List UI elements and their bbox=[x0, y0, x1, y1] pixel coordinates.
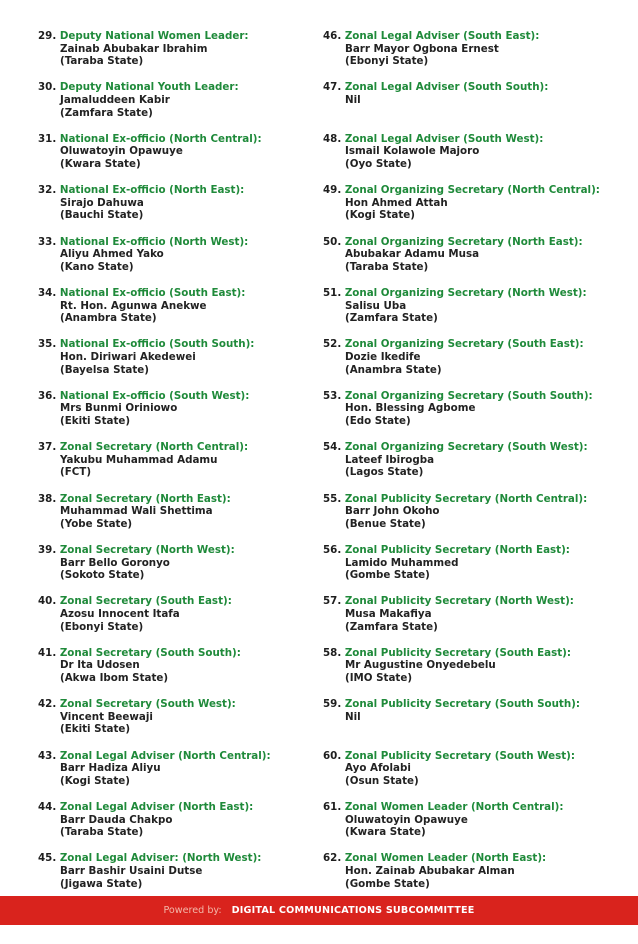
list-item bbox=[38, 801, 318, 839]
entry-number: 30. bbox=[38, 81, 57, 94]
list-item bbox=[38, 30, 318, 68]
entry-heading bbox=[38, 544, 318, 557]
entry-office-title: Zonal Legal Adviser (South East): bbox=[344, 30, 540, 42]
entry-state: (Edo State) bbox=[345, 414, 411, 427]
entry-state: (Oyo State) bbox=[345, 157, 412, 170]
entry-number: 53. bbox=[323, 389, 342, 402]
entry-number: 60. bbox=[323, 749, 342, 762]
list-item bbox=[323, 698, 623, 723]
entry-office-title: Zonal Secretary (South South): bbox=[59, 646, 241, 659]
entry-name: Hon. Blessing Agbome bbox=[345, 402, 476, 415]
list-item bbox=[323, 236, 623, 274]
entry-office-title: Zonal Publicity Secretary (South South): bbox=[344, 698, 581, 711]
entry-name: Oluwatoyin Opawuye bbox=[345, 813, 468, 826]
list-item bbox=[323, 852, 623, 890]
entry-office-title: Zonal Secretary (North Central): bbox=[59, 441, 249, 454]
entry-state: (FCT) bbox=[60, 466, 92, 479]
entry-heading bbox=[323, 236, 623, 249]
list-item bbox=[38, 184, 318, 222]
entry-office-title: National Ex-officio (North West): bbox=[59, 235, 249, 248]
entry-number: 48. bbox=[323, 132, 342, 145]
entry-heading bbox=[38, 441, 318, 454]
list-item bbox=[38, 441, 318, 479]
entry-heading bbox=[323, 750, 623, 763]
list-item bbox=[38, 852, 318, 890]
entry-number: 47. bbox=[323, 81, 342, 94]
entry-heading bbox=[38, 184, 318, 197]
entry-name: Nil bbox=[345, 93, 361, 106]
entry-state: (Taraba State) bbox=[60, 826, 144, 839]
entry-state: (Yobe State) bbox=[60, 517, 133, 530]
entry-state: (Bayelsa State) bbox=[60, 363, 149, 376]
entry-name: Hon. Zainab Abubakar Alman bbox=[345, 864, 515, 877]
entry-heading bbox=[38, 30, 318, 43]
entry-name: Musa Makafiya bbox=[345, 607, 432, 620]
list-item bbox=[38, 544, 318, 582]
entry-number: 38. bbox=[38, 492, 57, 505]
entry-office-title: Zonal Women Leader (North East): bbox=[344, 852, 547, 865]
entry-number: 33. bbox=[38, 235, 57, 248]
entry-heading bbox=[38, 390, 318, 403]
entry-office-title: Zonal Publicity Secretary (North East): bbox=[344, 544, 570, 556]
entry-state: (Benue State) bbox=[345, 517, 426, 530]
entry-heading bbox=[38, 287, 318, 300]
entry-state: (Lagos State) bbox=[345, 466, 424, 479]
list-item bbox=[38, 81, 318, 119]
entry-number: 59. bbox=[323, 698, 342, 711]
entry-state: (Taraba State) bbox=[345, 260, 429, 273]
entry-office-title: Zonal Organizing Secretary (North West): bbox=[344, 287, 587, 299]
entry-heading bbox=[323, 390, 623, 403]
entry-heading bbox=[38, 81, 318, 94]
entry-number: 35. bbox=[38, 338, 57, 351]
entry-number: 50. bbox=[323, 235, 342, 248]
entry-heading bbox=[38, 595, 318, 608]
entry-name: Rt. Hon. Agunwa Anekwe bbox=[60, 299, 207, 312]
entry-office-title: National Ex-officio (North East): bbox=[59, 184, 245, 197]
entry-name: Mr Augustine Onyedebelu bbox=[345, 659, 496, 672]
list-item bbox=[323, 595, 623, 633]
entry-office-title: Zonal Organizing Secretary (South West): bbox=[344, 441, 588, 454]
entry-office-title: Zonal Publicity Secretary (South West): bbox=[344, 749, 575, 762]
entry-number: 46. bbox=[323, 30, 342, 42]
entry-name: Barr John Okoho bbox=[345, 505, 440, 518]
entry-state: (Ekiti State) bbox=[60, 414, 131, 427]
list-item bbox=[323, 338, 623, 376]
entry-heading bbox=[323, 184, 623, 197]
entry-number: 43. bbox=[38, 749, 57, 762]
entry-number: 56. bbox=[323, 544, 342, 556]
entry-office-title: National Ex-officio (South South): bbox=[59, 338, 255, 351]
entry-name: Barr Hadiza Aliyu bbox=[60, 762, 161, 775]
powered-by-label: Powered by: bbox=[163, 905, 222, 916]
list-item bbox=[323, 133, 623, 171]
list-item bbox=[38, 338, 318, 376]
entry-office-title: Zonal Legal Adviser: (North West): bbox=[59, 852, 262, 865]
entry-name: Salisu Uba bbox=[345, 299, 407, 312]
entry-office-title: Zonal Legal Adviser (North East): bbox=[59, 801, 254, 813]
entry-number: 62. bbox=[323, 852, 342, 865]
entry-number: 61. bbox=[323, 801, 342, 813]
entry-heading bbox=[38, 698, 318, 711]
entry-name: Vincent Beewaji bbox=[60, 710, 153, 723]
entry-heading bbox=[323, 338, 623, 351]
entry-number: 54. bbox=[323, 441, 342, 454]
entry-name: Muhammad Wali Shettima bbox=[60, 505, 213, 518]
entry-state: (Kogi State) bbox=[345, 209, 415, 222]
entry-office-title: Zonal Secretary (North West): bbox=[59, 544, 235, 556]
entry-office-title: Zonal Organizing Secretary (South South): bbox=[344, 389, 593, 402]
entry-heading bbox=[323, 441, 623, 454]
entry-office-title: Zonal Organizing Secretary (North East): bbox=[344, 235, 583, 248]
entry-name: Azosu Innocent Itafa bbox=[60, 607, 180, 620]
list-item bbox=[323, 30, 623, 68]
entry-state: (Zamfara State) bbox=[60, 106, 153, 119]
entry-state: (Ebonyi State) bbox=[345, 55, 429, 68]
entry-name: Ismail Kolawole Majoro bbox=[345, 145, 480, 158]
entry-name: Barr Dauda Chakpo bbox=[60, 813, 173, 826]
entry-office-title: Zonal Publicity Secretary (South East): bbox=[344, 646, 571, 659]
entry-number: 55. bbox=[323, 492, 342, 505]
entry-heading bbox=[38, 236, 318, 249]
entry-office-title: Zonal Publicity Secretary (North West): bbox=[344, 595, 574, 608]
entry-state: (Taraba State) bbox=[60, 55, 144, 68]
entry-name: Dr Ita Udosen bbox=[60, 659, 140, 672]
entry-number: 39. bbox=[38, 544, 57, 556]
entry-name: Zainab Abubakar Ibrahim bbox=[60, 42, 208, 55]
entry-office-title: National Ex-officio (North Central): bbox=[59, 132, 262, 145]
entry-state: (Zamfara State) bbox=[345, 312, 438, 325]
entry-state: (Kwara State) bbox=[345, 826, 426, 839]
list-item bbox=[323, 441, 623, 479]
entry-heading bbox=[38, 852, 318, 865]
entry-name: Barr Bashir Usaini Dutse bbox=[60, 864, 203, 877]
entry-heading bbox=[323, 133, 623, 146]
entry-heading bbox=[323, 30, 623, 43]
entry-state: (IMO State) bbox=[345, 671, 413, 684]
entry-number: 41. bbox=[38, 646, 57, 659]
entry-heading bbox=[38, 133, 318, 146]
list-item bbox=[323, 493, 623, 531]
entry-name: Yakubu Muhammad Adamu bbox=[60, 453, 218, 466]
entry-name: Barr Bello Goronyo bbox=[60, 556, 170, 569]
list-item bbox=[323, 184, 623, 222]
entry-state: (Ekiti State) bbox=[60, 723, 131, 736]
entry-state: (Sokoto State) bbox=[60, 569, 145, 582]
entry-state: (Kano State) bbox=[60, 260, 134, 273]
entry-name: Abubakar Adamu Musa bbox=[345, 248, 480, 261]
entry-name: Oluwatoyin Opawuye bbox=[60, 145, 183, 158]
entry-heading bbox=[38, 338, 318, 351]
entry-heading bbox=[38, 801, 318, 814]
entry-heading bbox=[323, 81, 623, 94]
entry-office-title: Zonal Legal Adviser (South West): bbox=[344, 132, 544, 145]
entry-number: 37. bbox=[38, 441, 57, 454]
entry-heading bbox=[323, 544, 623, 557]
entry-state: (Anambra State) bbox=[60, 312, 157, 325]
entry-number: 34. bbox=[38, 287, 57, 299]
list-item bbox=[323, 801, 623, 839]
entry-name: Nil bbox=[345, 710, 361, 723]
entry-name: Ayo Afolabi bbox=[345, 762, 411, 775]
entry-number: 45. bbox=[38, 852, 57, 865]
entry-name: Lateef Ibirogba bbox=[345, 453, 435, 466]
entry-office-title: Zonal Women Leader (North Central): bbox=[344, 801, 564, 813]
entry-number: 42. bbox=[38, 698, 57, 711]
entry-heading bbox=[323, 287, 623, 300]
list-item bbox=[38, 647, 318, 685]
list-item bbox=[38, 750, 318, 788]
list-item bbox=[323, 81, 623, 106]
entry-heading bbox=[38, 750, 318, 763]
entry-heading bbox=[323, 698, 623, 711]
entry-office-title: Zonal Legal Adviser (South South): bbox=[344, 81, 549, 94]
entry-number: 31. bbox=[38, 132, 57, 145]
entry-office-title: Zonal Legal Adviser (North Central): bbox=[59, 749, 271, 762]
entry-heading bbox=[323, 647, 623, 660]
entry-number: 52. bbox=[323, 338, 342, 351]
entry-heading bbox=[38, 647, 318, 660]
entry-name: Mrs Bunmi Oriniowo bbox=[60, 402, 178, 415]
entry-name: Hon Ahmed Attah bbox=[345, 196, 448, 209]
list-item bbox=[38, 133, 318, 171]
entry-number: 36. bbox=[38, 389, 57, 402]
list-item bbox=[38, 698, 318, 736]
entry-office-title: Zonal Secretary (North East): bbox=[59, 492, 231, 505]
entry-name: Barr Mayor Ogbona Ernest bbox=[345, 42, 499, 55]
list-item bbox=[38, 493, 318, 531]
entry-number: 29. bbox=[38, 30, 57, 42]
list-item bbox=[38, 390, 318, 428]
entry-name: Hon. Diriwari Akedewei bbox=[60, 350, 196, 363]
entry-office-title: Zonal Publicity Secretary (North Central): bbox=[344, 492, 588, 505]
entry-office-title: Deputy National Youth Leader: bbox=[59, 81, 239, 94]
entry-state: (Zamfara State) bbox=[345, 620, 438, 633]
entry-name: Dozie Ikedife bbox=[345, 350, 421, 363]
entry-state: (Jigawa State) bbox=[60, 877, 143, 890]
entry-office-title: Zonal Organizing Secretary (South East): bbox=[344, 338, 584, 351]
entry-name: Jamaluddeen Kabir bbox=[60, 93, 170, 106]
entry-office-title: National Ex-officio (South West): bbox=[59, 389, 250, 402]
list-item bbox=[38, 236, 318, 274]
entry-number: 32. bbox=[38, 184, 57, 197]
list-item bbox=[323, 390, 623, 428]
list-item bbox=[38, 595, 318, 633]
entry-office-title: Zonal Organizing Secretary (North Central): bbox=[344, 184, 600, 197]
entry-number: 44. bbox=[38, 801, 57, 813]
entry-number: 57. bbox=[323, 595, 342, 608]
entry-heading bbox=[38, 493, 318, 506]
entry-name: Lamido Muhammed bbox=[345, 556, 459, 569]
entry-office-title: Deputy National Women Leader: bbox=[59, 30, 249, 42]
entry-state: (Gombe State) bbox=[345, 569, 430, 582]
entry-name: Aliyu Ahmed Yako bbox=[60, 248, 164, 261]
entry-office-title: Zonal Secretary (South West): bbox=[59, 698, 236, 711]
subcommittee-name: DIGITAL COMMUNICATIONS SUBCOMMITTEE bbox=[231, 905, 475, 916]
entry-state: (Bauchi State) bbox=[60, 209, 144, 222]
entry-number: 40. bbox=[38, 595, 57, 608]
entry-office-title: National Ex-officio (South East): bbox=[59, 287, 246, 299]
entry-heading bbox=[323, 595, 623, 608]
entry-state: (Anambra State) bbox=[345, 363, 442, 376]
entry-number: 58. bbox=[323, 646, 342, 659]
entry-heading bbox=[323, 493, 623, 506]
entry-state: (Osun State) bbox=[345, 774, 419, 787]
entry-state: (Kogi State) bbox=[60, 774, 130, 787]
entry-state: (Kwara State) bbox=[60, 157, 141, 170]
footer-banner bbox=[0, 896, 638, 925]
entry-state: (Akwa Ibom State) bbox=[60, 671, 169, 684]
entry-name: Sirajo Dahuwa bbox=[60, 196, 144, 209]
list-item bbox=[38, 287, 318, 325]
list-item bbox=[323, 544, 623, 582]
entry-state: (Gombe State) bbox=[345, 877, 430, 890]
entry-state: (Ebonyi State) bbox=[60, 620, 144, 633]
list-item bbox=[323, 647, 623, 685]
entry-office-title: Zonal Secretary (South East): bbox=[59, 595, 232, 608]
entry-heading bbox=[323, 801, 623, 814]
list-item bbox=[323, 750, 623, 788]
list-item bbox=[323, 287, 623, 325]
entry-number: 51. bbox=[323, 287, 342, 299]
entry-number: 49. bbox=[323, 184, 342, 197]
entry-heading bbox=[323, 852, 623, 865]
